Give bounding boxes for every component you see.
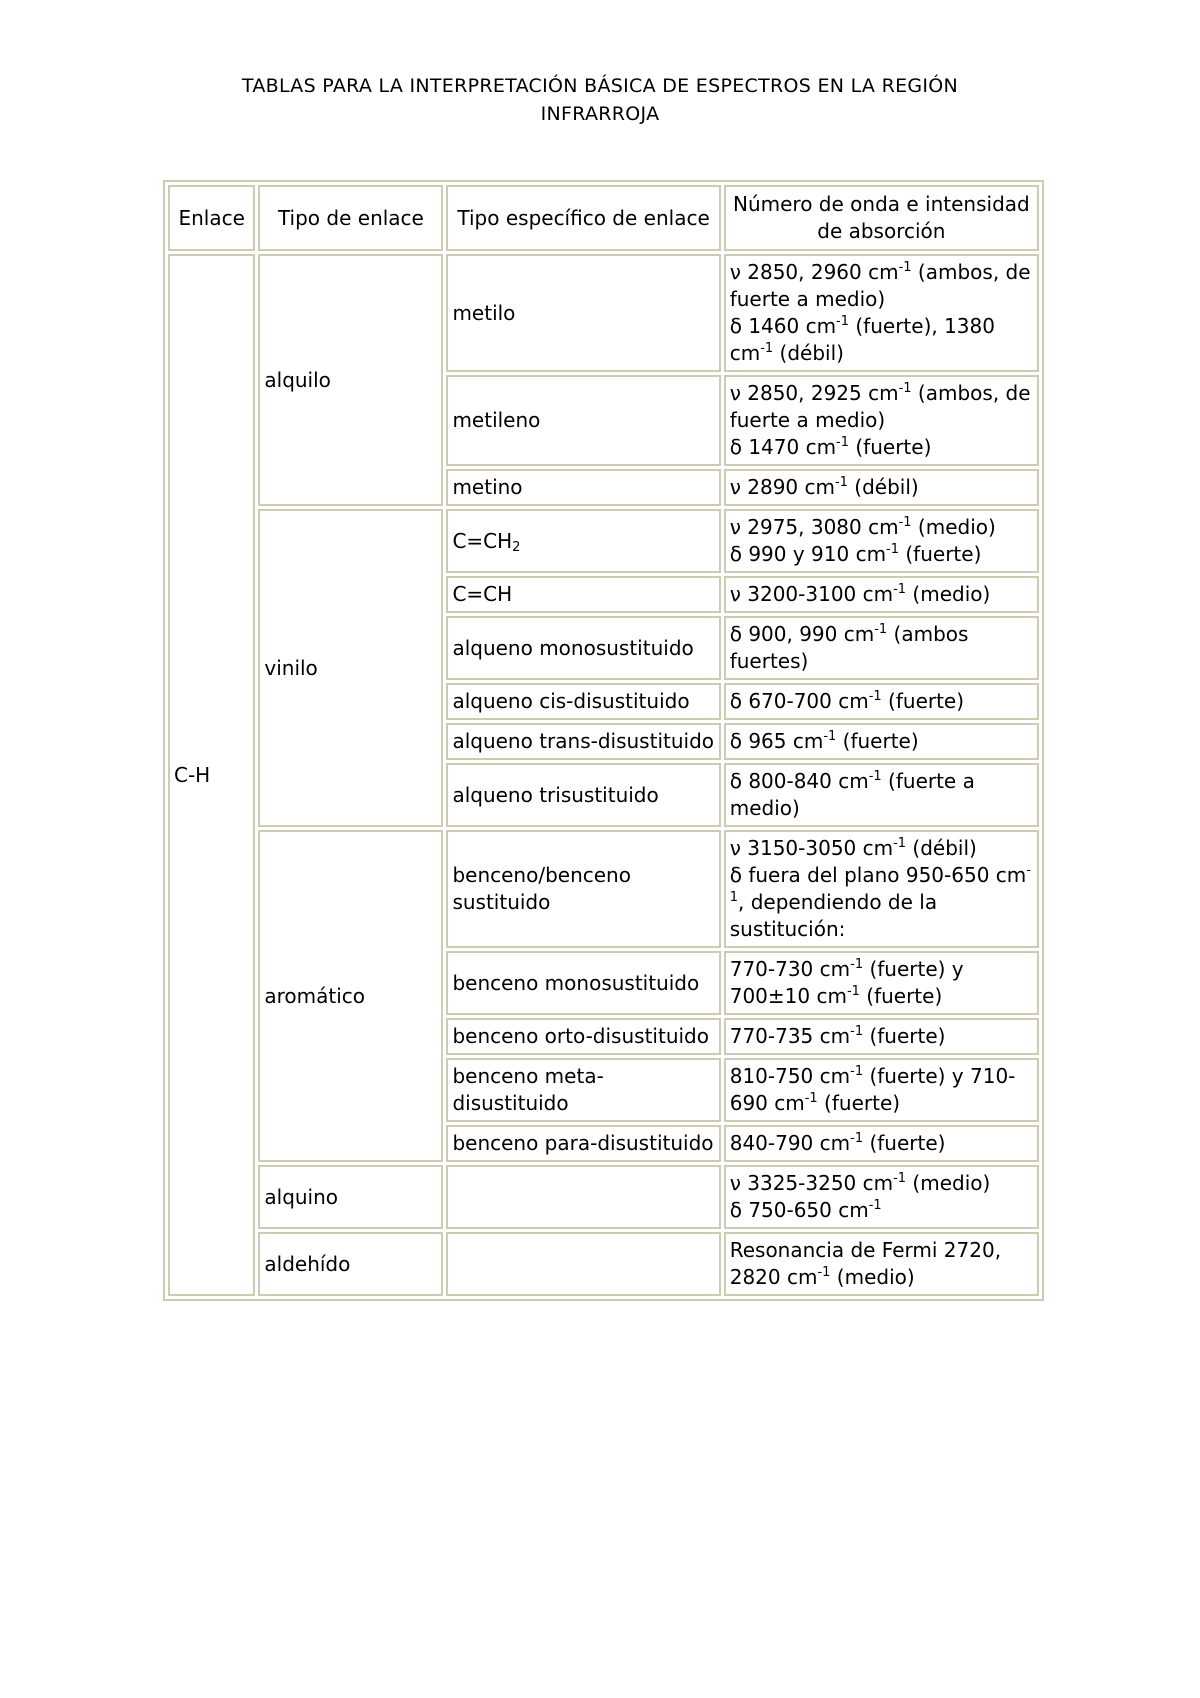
absorption-line: ν 3150-3050 $cm^{-1}$ (débil) [729,836,977,860]
cell-group-aldehido: aldehído [258,1232,443,1296]
cell-specific [446,1232,720,1296]
cell-specific: alqueno cis-disustituido [446,683,720,720]
cell-specific: benceno/benceno sustituido [446,830,720,948]
cell-absorption: δ 670-700 $cm^{-1}$ (fuerte) [724,683,1039,720]
absorption-line: ν 2850, 2925 $cm^{-1}$ (ambos, de fuerte a medio) [729,381,1031,432]
cell-absorption [724,509,1039,573]
absorption-line: δ 750-650 $cm^{-1}$ [729,1198,882,1222]
cell-absorption: Resonancia de Fermi 2720, 2820 $cm^{-1}$ (medio) [724,1232,1039,1296]
header-numero-onda: Número de onda e intensidad de absorción [724,185,1039,251]
table-row [168,509,1039,573]
table-row [168,254,1039,372]
header-tipo-enlace: Tipo de enlace [258,185,443,251]
title-line-2: INFRARROJA [540,103,660,125]
cell-specific: metilo [446,254,720,372]
cell-specific: benceno para-disustituido [446,1125,720,1162]
cell-specific: C=CH [446,576,720,613]
title-line-1: TABLAS PARA LA INTERPRETACIÓN BÁSICA DE ESPECTROS EN LA REGIÓN [241,75,959,97]
cell-specific: metileno [446,375,720,466]
header-row [168,185,1039,251]
page-title [150,72,1050,128]
header-tipo-especifico: Tipo específico de enlace [446,185,720,251]
cell-absorption: δ 965 $cm^{-1}$ (fuerte) [724,723,1039,760]
cell-specific: benceno orto-disustituido [446,1018,720,1055]
absorption-line: δ 1460 $cm^{-1}$ (fuerte), 1380 $cm^{-1}$ (débil) [729,314,995,365]
cell-group-alquilo: alquilo [258,254,443,506]
cell-group-alquino: alquino [258,1165,443,1229]
cell-absorption: δ 900, 990 $cm^{-1}$ (ambos fuertes) [724,616,1039,680]
absorption-line: ν 2850, 2960 $cm^{-1}$ (ambos, de fuerte a medio) [729,260,1031,311]
cell-absorption [724,254,1039,372]
cell-absorption: 840-790 $cm^{-1}$ (fuerte) [724,1125,1039,1162]
cell-group-vinilo: vinilo [258,509,443,827]
cell-enlace-ch: C-H [168,254,255,1296]
cell-absorption [724,1165,1039,1229]
cell-absorption [724,830,1039,948]
cell-specific: $C=CH_2$ [446,509,720,573]
cell-absorption: 770-730 $cm^{-1}$ (fuerte) y 700±10 $cm^{-1}$ (fuerte) [724,951,1039,1015]
cell-absorption: ν 2890 $cm^{-1}$ (débil) [724,469,1039,506]
cell-specific [446,1165,720,1229]
table-row [168,1165,1039,1229]
absorption-line: δ fuera del plano 950-650 $cm^{-1}$, dependiendo de la sustitución: [729,863,1031,941]
cell-specific: alqueno trans-disustituido [446,723,720,760]
cell-specific: alqueno trisustituido [446,763,720,827]
absorption-line: ν 3325-3250 $cm^{-1}$ (medio) [729,1171,991,1195]
cell-specific: alqueno monosustituido [446,616,720,680]
absorption-line: ν 2975, 3080 $cm^{-1}$ (medio) [729,515,996,539]
cell-absorption: ν 3200-3100 $cm^{-1}$ (medio) [724,576,1039,613]
cell-absorption: δ 800-840 $cm^{-1}$ (fuerte a medio) [724,763,1039,827]
table-row [168,830,1039,948]
absorption-line: δ 990 y 910 $cm^{-1}$ (fuerte) [729,542,982,566]
cell-specific: metino [446,469,720,506]
ir-table [163,180,1044,1301]
cell-specific: benceno monosustituido [446,951,720,1015]
absorption-line: δ 1470 $cm^{-1}$ (fuerte) [729,435,932,459]
cell-absorption: 770-735 $cm^{-1}$ (fuerte) [724,1018,1039,1055]
table-row [168,1232,1039,1296]
header-enlace: Enlace [168,185,255,251]
cell-absorption [724,375,1039,466]
cell-group-aromatico: aromático [258,830,443,1162]
cell-specific: benceno meta-disustituido [446,1058,720,1122]
cell-absorption: 810-750 $cm^{-1}$ (fuerte) y 710-690 $cm^{-1}$ (fuerte) [724,1058,1039,1122]
